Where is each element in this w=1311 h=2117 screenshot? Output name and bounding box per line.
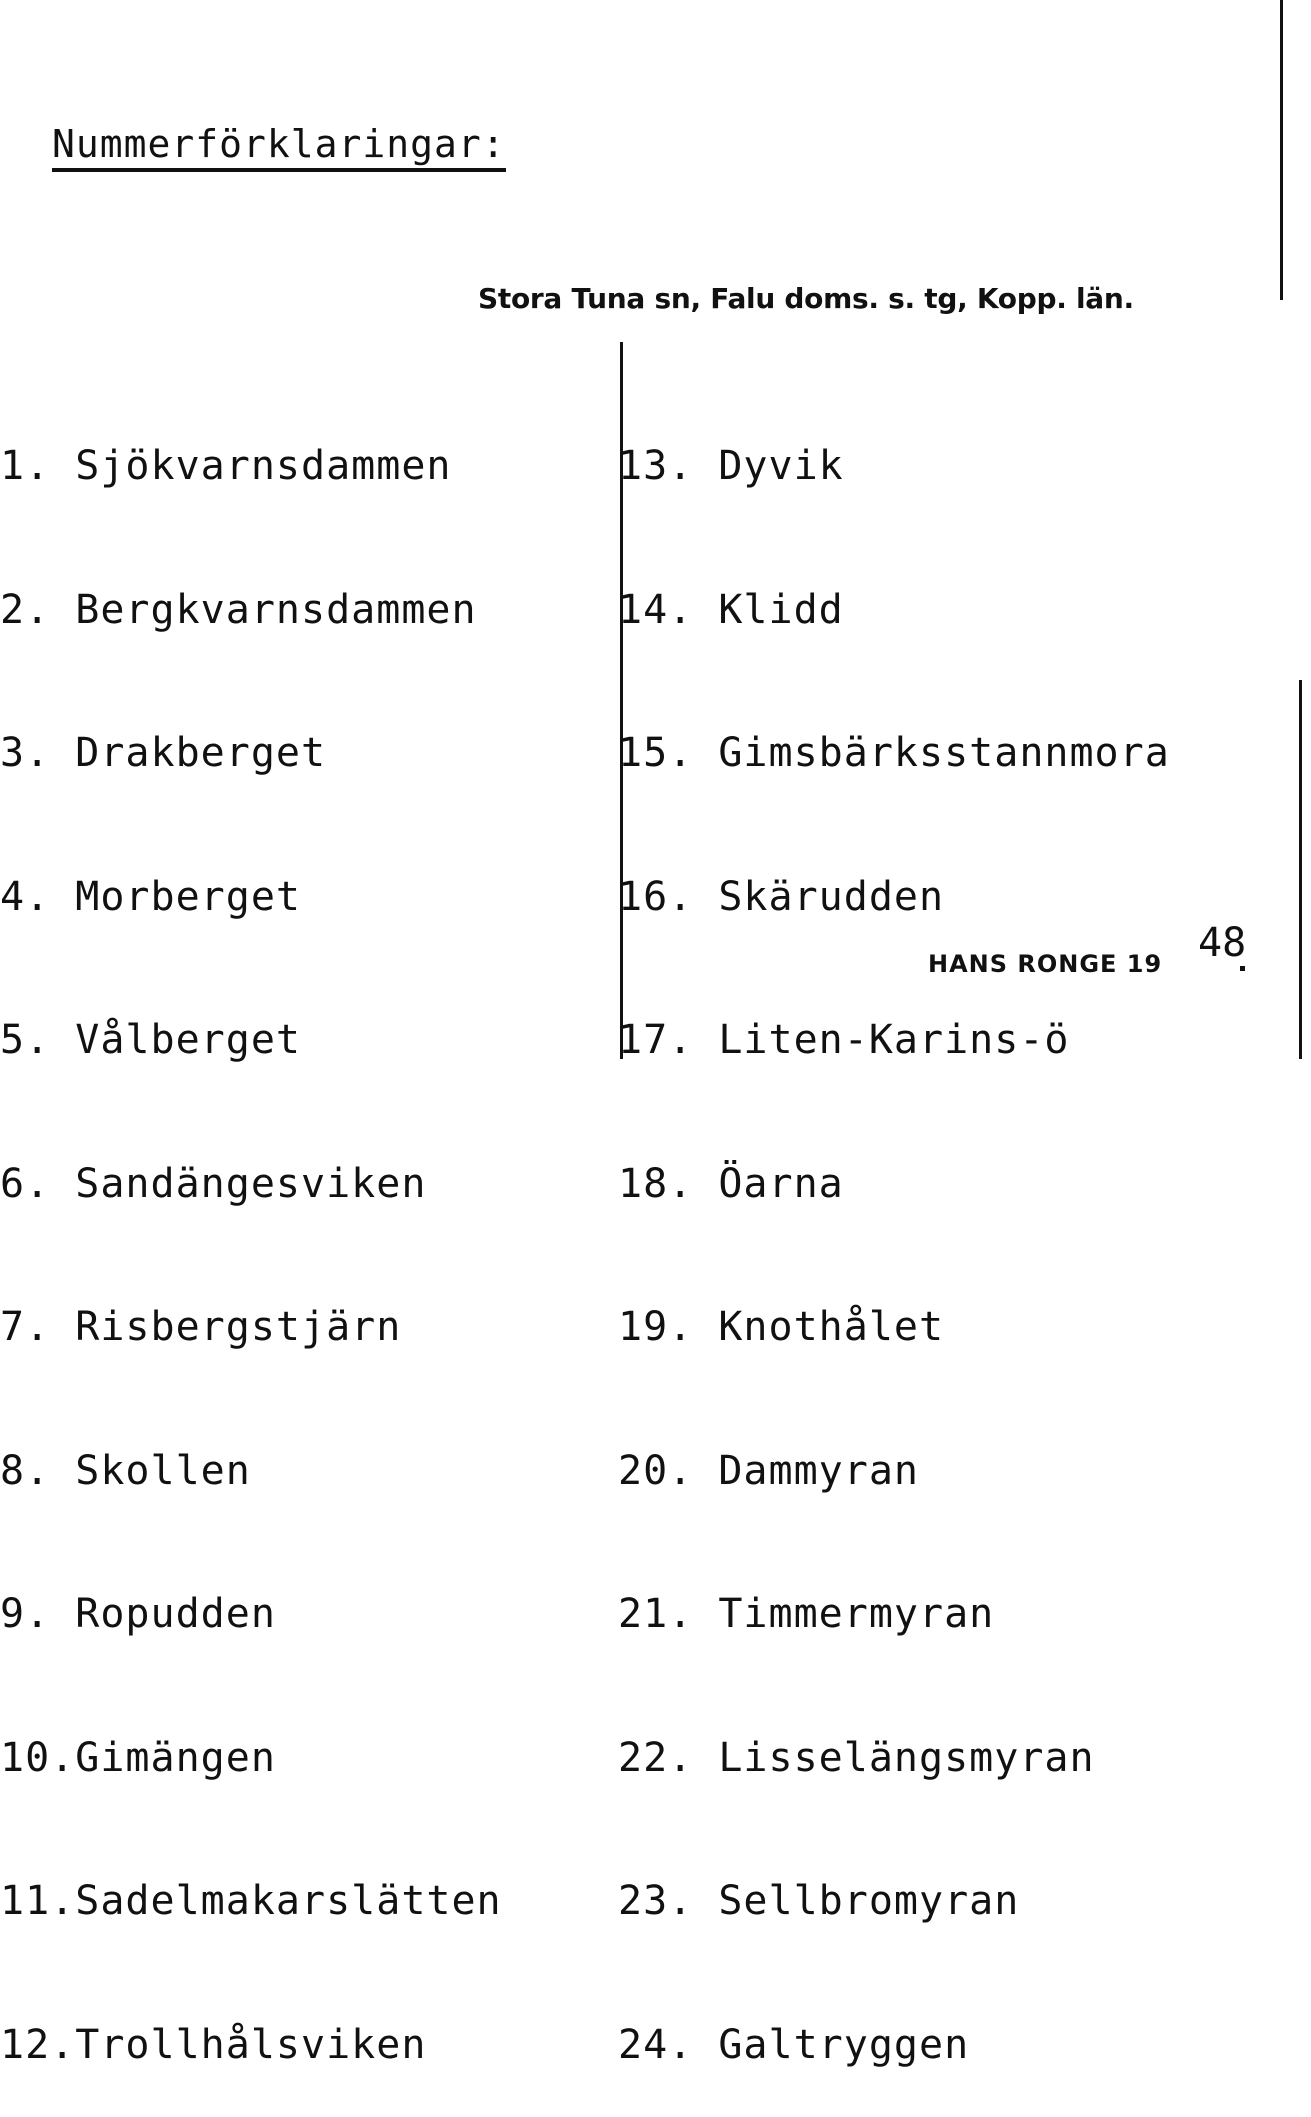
page-edge-line-top: [1280, 0, 1283, 300]
list-item: 3. Drakberget: [0, 730, 327, 776]
list-item: 7. Risbergstjärn: [0, 1304, 402, 1350]
list-item: 16. Skärudden: [618, 873, 945, 920]
list-item: 22. Lisselängsmyran: [618, 1734, 1095, 1781]
year-suffix: 48: [1198, 920, 1247, 966]
list-item: 1. Sjökvarnsdammen: [0, 443, 452, 489]
list-item: 11.Sadelmakarslätten: [0, 1878, 502, 1924]
list-item: 17. Liten-Karins-ö: [618, 1017, 1070, 1063]
list-item: 23. Sellbromyran: [618, 1878, 1020, 1924]
right-column-list: [618, 349, 1170, 2117]
stamp-dot: [1240, 966, 1245, 971]
list-item: 9. Ropudden: [0, 1591, 276, 1637]
left-column-list: [0, 349, 502, 2117]
list-item: 4. Morberget: [0, 873, 301, 920]
list-item: 21. Timmermyran: [618, 1591, 995, 1637]
list-item: 14. Klidd: [618, 586, 844, 633]
list-item: 18. Öarna: [618, 1160, 844, 1207]
heading: Nummerförklaringar:: [52, 122, 506, 172]
list-item: 5. Vålberget: [0, 1017, 301, 1063]
list-item: 19. Knothålet: [618, 1304, 945, 1350]
list-item: 2. Bergkvarnsdammen: [0, 586, 477, 633]
list-item: 15. Gimsbärksstannmora: [618, 730, 1170, 776]
list-item: 6. Sandängesviken: [0, 1160, 427, 1207]
list-item: 10.Gimängen: [0, 1734, 276, 1781]
list-item: 20. Dammyran: [618, 1447, 919, 1494]
list-item: 24. Galtryggen: [618, 2021, 970, 2068]
page-edge-line-bottom: [1299, 680, 1302, 1059]
location-line: Stora Tuna sn, Falu doms. s. tg, Kopp. län.: [478, 282, 1134, 315]
list-item: 8. Skollen: [0, 1447, 251, 1494]
list-item: 13. Dyvik: [618, 443, 844, 489]
signature-stamp: HANS RONGE 19: [928, 950, 1163, 978]
list-item: 12.Trollhålsviken: [0, 2021, 427, 2068]
